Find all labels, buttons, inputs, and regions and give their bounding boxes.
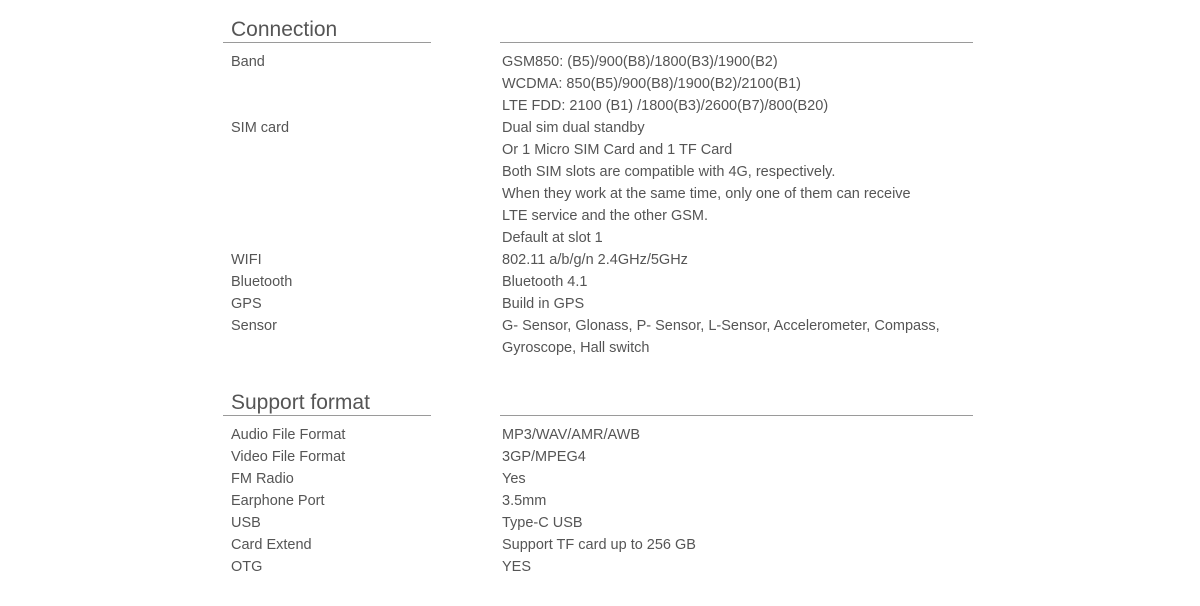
spec-value (502, 249, 972, 271)
spec-value-line: Type-C USB (502, 515, 583, 531)
spec-value-line: GSM850: (B5)/900(B8)/1800(B3)/1900(B2) (502, 54, 778, 70)
spec-label: Audio File Format (231, 427, 346, 443)
spec-row (0, 249, 1200, 271)
spec-value-line: Build in GPS (502, 296, 585, 312)
spec-value (502, 315, 972, 359)
spec-table (0, 51, 1200, 359)
spec-value-line: WCDMA: 850(B5)/900(B8)/1900(B2)/2100(B1) (502, 76, 801, 92)
spec-label: Sensor (231, 318, 277, 334)
spec-row (0, 446, 1200, 468)
spec-row (0, 490, 1200, 512)
spec-value-line: Bluetooth 4.1 (502, 274, 588, 290)
spec-row (0, 556, 1200, 578)
spec-label: OTG (231, 559, 263, 575)
section-header (0, 387, 1200, 417)
spec-label: Bluetooth (231, 274, 293, 290)
spec-row (0, 534, 1200, 556)
spec-value-line: 802.11 a/b/g/n 2.4GHz/5GHz (502, 252, 688, 268)
spec-label: Video File Format (231, 449, 346, 465)
spec-value-line: Both SIM slots are compatible with 4G, respectively. (502, 164, 836, 180)
spec-value-line: Dual sim dual standby (502, 120, 645, 136)
spec-value-line: Yes (502, 471, 526, 487)
spec-value-line: LTE service and the other GSM. (502, 208, 709, 224)
spec-value-line: When they work at the same time, only one of them can receive (502, 186, 911, 202)
spec-label: GPS (231, 296, 262, 312)
spec-label: Card Extend (231, 537, 312, 553)
spec-label: SIM card (231, 120, 290, 136)
spec-row (0, 424, 1200, 446)
section-title: Support format (231, 391, 370, 414)
spec-row (0, 51, 1200, 117)
spec-value-line: MP3/WAV/AMR/AWB (502, 427, 641, 443)
spec-value (502, 424, 972, 446)
spec-label: FM Radio (231, 471, 294, 487)
divider (500, 415, 973, 416)
spec-value (502, 556, 972, 578)
spec-value-line: Support TF card up to 256 GB (502, 537, 696, 553)
spec-row (0, 293, 1200, 315)
spec-value-line: 3GP/MPEG4 (502, 449, 586, 465)
spec-value (502, 446, 972, 468)
spec-value-line: G- Sensor, Glonass, P- Sensor, L-Sensor, Accelerometer, Compass, (502, 318, 940, 334)
spec-label: Earphone Port (231, 493, 325, 509)
spec-row (0, 117, 1200, 249)
spec-value-line: 3.5mm (502, 493, 547, 509)
spec-value-line: YES (502, 559, 532, 575)
spec-value (502, 271, 972, 293)
spec-value (502, 293, 972, 315)
spec-value (502, 51, 972, 117)
divider (500, 42, 973, 43)
spec-value-line: Default at slot 1 (502, 230, 603, 246)
spec-label: WIFI (231, 252, 262, 268)
spec-value-line: LTE FDD: 2100 (B1) /1800(B3)/2600(B7)/800(B20) (502, 98, 829, 114)
section-header (0, 14, 1200, 44)
spec-value-line: Or 1 Micro SIM Card and 1 TF Card (502, 142, 733, 158)
spec-value (502, 117, 972, 249)
spec-row (0, 271, 1200, 293)
spec-value (502, 534, 972, 556)
spec-label: USB (231, 515, 261, 531)
spec-value (502, 490, 972, 512)
spec-table (0, 424, 1200, 578)
spec-label: Band (231, 54, 265, 70)
spec-value (502, 468, 972, 490)
spec-row (0, 468, 1200, 490)
section-title: Connection (231, 18, 338, 41)
divider (223, 415, 431, 416)
spec-row (0, 315, 1200, 359)
spec-row (0, 512, 1200, 534)
spec-value (502, 512, 972, 534)
spec-value-line: Gyroscope, Hall switch (502, 340, 650, 356)
divider (223, 42, 431, 43)
